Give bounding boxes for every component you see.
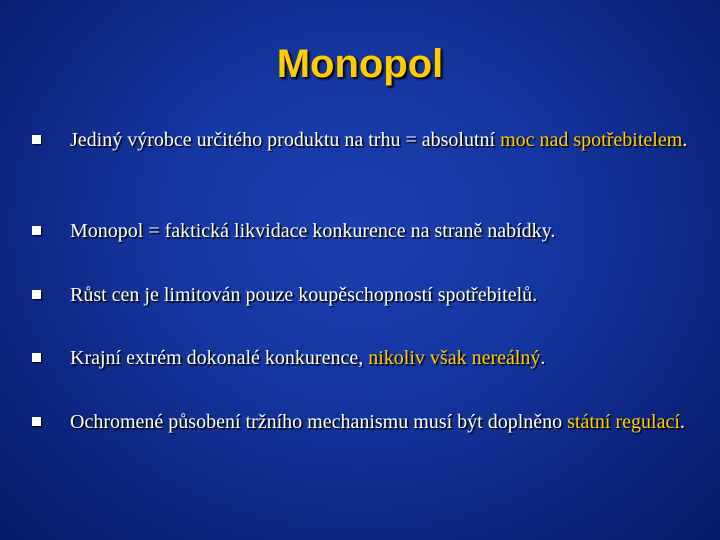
square-bullet-icon (32, 353, 41, 362)
slide-title: Monopol (276, 42, 444, 86)
bullet-text: Růst cen je limitován pouze koupěschopností spotřebitelů. (70, 284, 538, 306)
highlighted-text: nikoliv však nereálný (368, 347, 541, 369)
bullet-text: Jediný výrobce určitého produktu na trhu = absolutní (70, 129, 501, 151)
bullet-text-end: . (682, 129, 688, 151)
bullet-text: Krajní extrém dokonalé konkurence, (70, 347, 369, 369)
square-bullet-icon (32, 226, 41, 235)
bullet-text-4 (70, 346, 692, 371)
bullet-text-3 (70, 283, 692, 308)
highlighted-text: státní regulací (567, 411, 680, 433)
bullet-text-end: . (540, 347, 546, 369)
bullet-text-5 (70, 410, 692, 435)
square-bullet-icon (32, 135, 41, 144)
highlighted-text: moc nad spotřebitelem (500, 129, 683, 151)
square-bullet-icon (32, 417, 41, 426)
bullet-text: Ochromené působení tržního mechanismu musí být doplněno (70, 411, 568, 433)
bullet-text-end: . (679, 411, 685, 433)
square-bullet-icon (32, 290, 41, 299)
bullet-text-1 (70, 128, 692, 153)
bullet-text: Monopol = faktická likvidace konkurence na straně nabídky. (70, 220, 556, 242)
bullet-text-2 (70, 219, 692, 244)
